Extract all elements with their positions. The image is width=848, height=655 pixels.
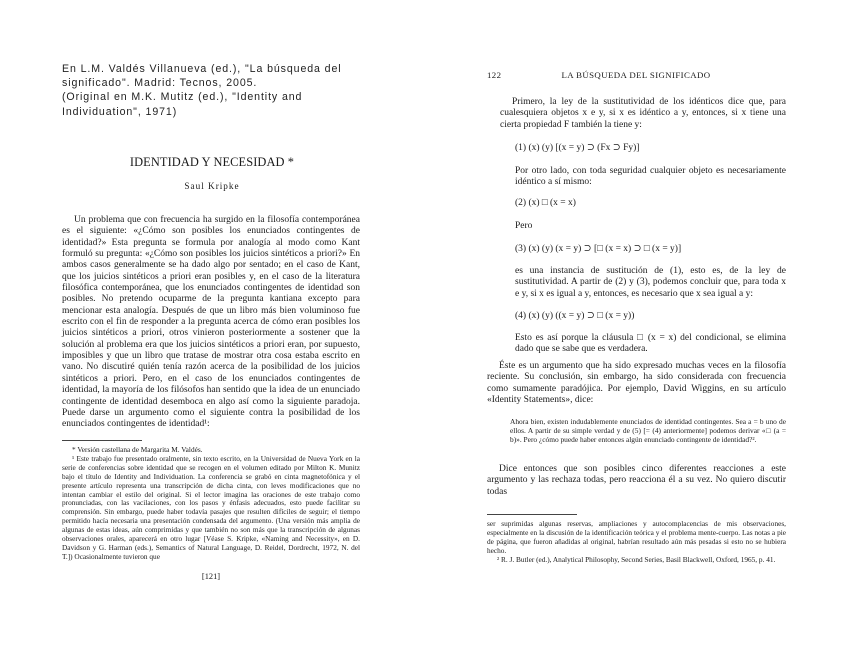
citation-line: Individuation", 1971) [62,105,178,118]
footnote: ser suprimidas algunas reservas, ampliaciones y autocomplacencias de mis observaciones, especialmente en la discusión de la identificación teórica y el problema mente-cuerpo. Las notas a pie de página, que fueron añadidas al original, habrían resultado aún más pesadas si esto no se hubiera hecho. [487,519,786,555]
paragraph-3: Pero [515,221,533,231]
formula-3: (3) (x) (y) (x = y) ⊃ [□ (x = x) ⊃ □ (x = y)] [515,244,682,254]
article-title: IDENTIDAD Y NECESIDAD * [129,155,295,169]
citation-line: significado". Madrid: Tecnos, 2005. [62,77,258,90]
paragraph-6: Éste es un argumento que ha sido expresado muchas veces en la filosofía reciente. Su conclusión, sin embargo, ha sido considerada con frecuencia como sumamente paradójica. Por ejemplo, David Wiggins, en su artículo «Identity Statements», dice: [487,361,786,406]
formula-2: (2) (x) □ (x = x) [515,198,576,208]
paragraph-2: Por otro lado, con toda seguridad cualquier objeto es necesariamente idéntico a sí mismo: [515,166,786,188]
body-paragraph: Un problema que con frecuencia ha surgido en la filosofía contemporánea es el siguiente: «¿Cómo son posibles los enunciados contingentes de identidad?» Esta pregunta se formula por analogía al modo como Kant formuló su pregunta: «¿Cómo son posibles los juicios sintéticos a priori?» En ambos casos generalmente se ha dado algo por sentado; en el caso de Kant, que los juicios sintéticos a priori eran posibles y, en el caso de la literatura filosófica contemporánea, que los enunciados contingentes de identidad son posibles. No pretendo ocuparme de la pregunta kantiana excepto para mencionar esta analogía. Después de que un libro más bien voluminoso fue escrito con el fin de responder a la pregunta acerca de cómo eran posibles los juicios sintéticos a priori, otros vinieron posteriormente a sostener que la solución al problema era que los juicios sintéticos a priori eran, por supuesto, imposibles y que un libro que tratase de mostrar otra cosa estaba escrito en vano. No discutiré quién tenía razón acerca de la posibilidad de los juicios sintéticos a priori. Pero, en el caso de los enunciados contingentes de identidad, la mayoría de los filósofos han sentido que la idea de un enunciado contingente de identidad desemboca en algo así como la siguiente paradoja. Puede darse un argumento como el siguiente contra la posibilidad de los enunciados contingentes de identidad¹: [62,215,360,430]
paragraph-4: es una instancia de sustitución de (1), esto es, de la ley de sustitutividad. A partir de (2) y (3), podemos concluir que, para toda x e y, si x es igual a y, entonces, es necesario que x sea igual a y: [515,266,786,299]
formula-4: (4) (x) (y) ((x = y) ⊃ □ (x = y)) [515,311,635,321]
citation-note [62,62,362,119]
page-number-right: 122 [487,70,502,80]
block-quote: Ahora bien, existen indudablemente enunciados de identidad contingentes. Sea a = b uno de ellos. A partir de su simple verdad y de (5) [= (4) anteriormente] podemos derivar «□ (a = b)». Pero ¿cómo puede haber entonces algún enunciado contingente de identidad?². [510,417,786,444]
right-footnotes [487,520,786,565]
footnote: * Versión castellana de Margarita M. Valdés. [72,445,203,454]
citation-line: En L.M. Valdés Villanueva (ed.), "La búsqueda del [62,63,342,75]
footnote-rule [487,514,577,515]
left-footnotes [62,446,360,562]
footnote-rule [62,440,142,441]
paragraph-1: Primero, la ley de la sustitutividad de los idénticos dice que, para cualesquiera objetos x e y, si x es idéntico a y, entonces, si x tiene una cierta propiedad F también la tiene y: [500,97,786,130]
article-author: Saul Kripke [184,181,240,191]
citation-line: (Original en M.K. Mutitz (ed.), "Identity and [62,91,303,104]
formula-1: (1) (x) (y) [(x = y) ⊃ (Fx ⊃ Fy)] [515,143,640,153]
left-body [62,215,360,431]
footnote: ¹ Este trabajo fue presentado oralmente, sin texto escrito, en la Universidad de Nueva York en la serie de conferencias sobre identidad que se recogen en el volumen editado por Milton K. Munitz bajo el título de Identity and Individuation. La conferencia se grabó en cinta magnetofónica y el presente artículo representa una transcripción de dicha cinta, con leves modificaciones que no intentan cambiar el estilo del original. Si el lector imagina las oraciones de este trabajo como pronunciadas, con las vacilaciones, con los pasos y énfasis adecuados, esto puede facilitar su comprensión. Sin embargo, puede haber todavía pasajes que resulten difíciles de seguir; el tiempo permitido hacía necesaria una presentación condensada del argumento. (Una versión más amplia de algunas de estas ideas, aún comprimidas y que también no son más que la transcripción de algunas observaciones orales, aparecerá en otro lugar [Véase S. Kripke, «Naming and Necessity», en D. Davidson y G. Harman (eds.), Semantics of Natural Language, D. Reidel, Dordrecht, 1972, N. del T.]) Ocasionalmente tuvieron que [62,453,360,561]
paragraph-7: Dice entonces que son posibles cinco diferentes reacciones a este argumento y las rechaza todas, pero reacciona él a su vez. No quiero discutir todas [487,464,786,497]
running-head: LA BÚSQUEDA DEL SIGNIFICADO [561,70,711,80]
page-number-left: [121] [201,572,221,581]
footnote: ² R. J. Butler (ed.), Analytical Philosophy, Second Series, Basil Blackwell, Oxford, 1965, p. 41. [497,554,776,564]
paragraph-5: Esto es así porque la cláusula □ (x = x) del condicional, se elimina dado que se sabe que es verdadera. [515,333,786,355]
